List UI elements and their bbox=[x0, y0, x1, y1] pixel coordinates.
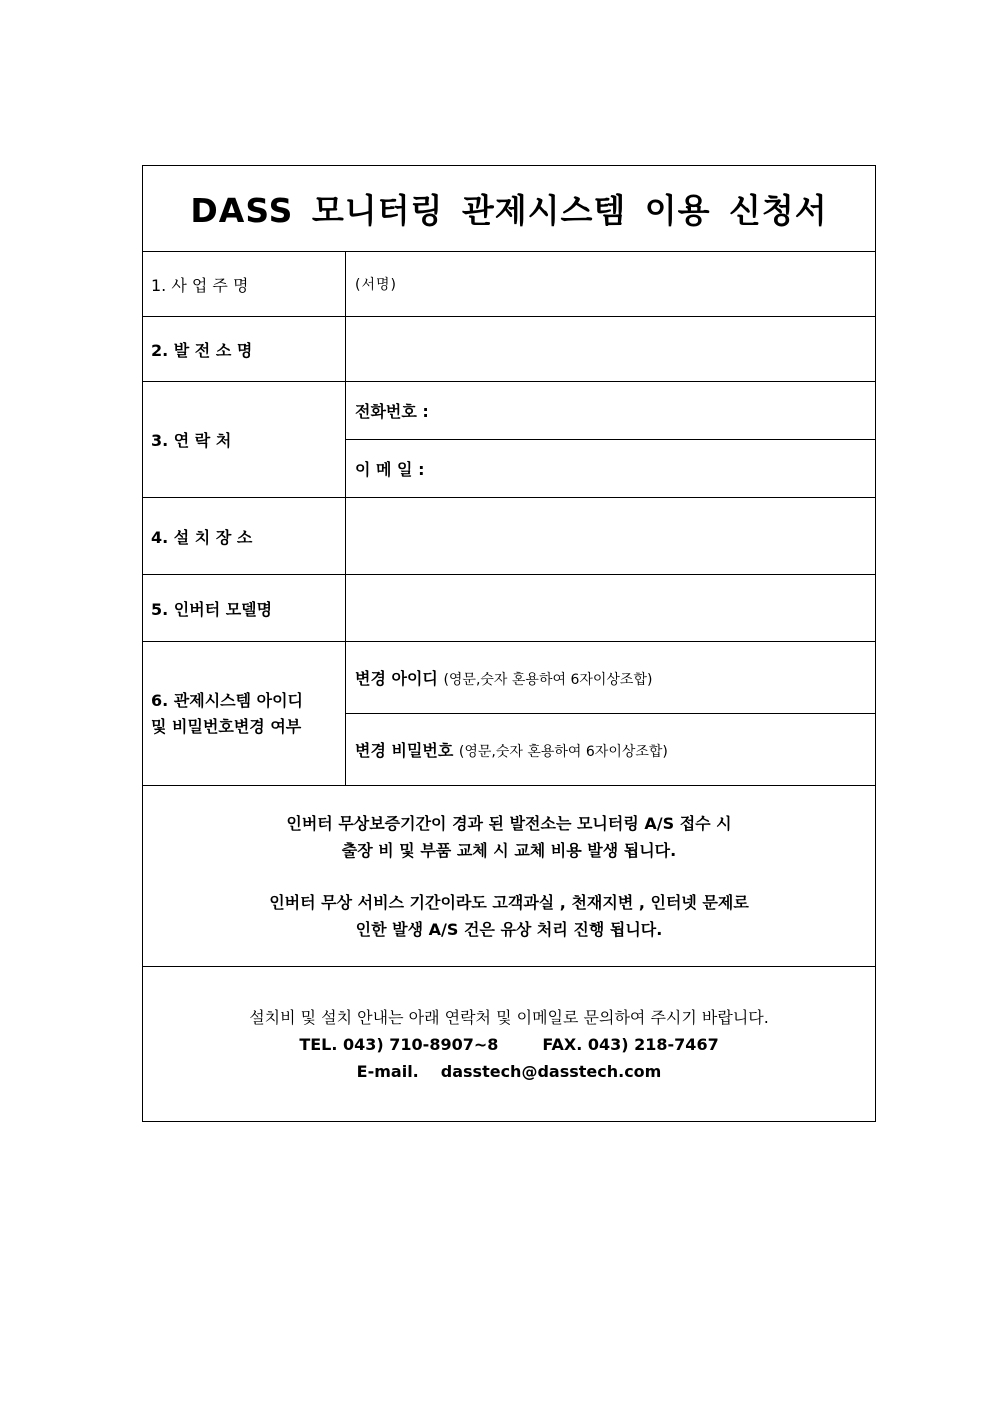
notice-line2: 출장 비 및 부품 교체 시 교체 비용 발생 됩니다. bbox=[341, 840, 677, 860]
credentials-label-line2: 및 비밀번호변경 여부 bbox=[151, 716, 302, 736]
business-owner-field[interactable] bbox=[346, 252, 876, 317]
new-id-hint: (영문,숫자 혼용하여 6자이상조합) bbox=[443, 672, 653, 688]
notice-line3: 인버터 무상 서비스 기간이라도 고객과실 , 천재지변 , 인터넷 문제로 bbox=[269, 892, 749, 912]
email-label: 이 메 일 : bbox=[355, 460, 425, 479]
contact-intro: 설치비 및 설치 안내는 아래 연락처 및 이메일로 문의하여 주시기 바랍니다. bbox=[249, 1007, 769, 1027]
credentials-label bbox=[143, 642, 346, 786]
phone-label: 전화번호 : bbox=[355, 402, 429, 421]
contact-email[interactable]: dasstech@dasstech.com bbox=[440, 1061, 662, 1081]
phone-field[interactable] bbox=[346, 382, 876, 440]
credentials-label-line1: 6. 관제시스템 아이디 bbox=[151, 690, 303, 710]
new-password-hint: (영문,숫자 혼용하여 6자이상조합) bbox=[458, 744, 668, 760]
email-field[interactable] bbox=[346, 440, 876, 498]
email-prefix: E-mail. bbox=[356, 1061, 419, 1081]
application-form-table bbox=[142, 165, 876, 1122]
inverter-model-label: 5. 인버터 모델명 bbox=[143, 575, 346, 642]
tel-number: TEL. 043) 710-8907~8 bbox=[299, 1034, 499, 1054]
location-label: 4. 설 치 장 소 bbox=[143, 498, 346, 575]
service-notice bbox=[143, 786, 876, 967]
form-title: DASS 모니터링 관제시스템 이용 신청서 bbox=[143, 166, 876, 252]
new-id-label: 변경 아이디 bbox=[355, 669, 438, 688]
plant-name-label: 2. 발 전 소 명 bbox=[143, 317, 346, 382]
inverter-model-field[interactable] bbox=[346, 575, 876, 642]
new-password-field[interactable] bbox=[346, 714, 876, 786]
new-password-label: 변경 비밀번호 bbox=[355, 741, 454, 760]
contact-info bbox=[143, 967, 876, 1122]
phone-fax-line bbox=[143, 1031, 875, 1058]
email-line bbox=[143, 1058, 875, 1085]
new-id-field[interactable] bbox=[346, 642, 876, 714]
business-owner-label: 1. 사 업 주 명 bbox=[143, 252, 346, 317]
fax-number: FAX. 043) 218-7467 bbox=[542, 1034, 719, 1054]
contact-label: 3. 연 락 처 bbox=[143, 382, 346, 498]
notice-line1: 인버터 무상보증기간이 경과 된 발전소는 모니터링 A/S 접수 시 bbox=[286, 813, 732, 833]
plant-name-field[interactable] bbox=[346, 317, 876, 382]
location-field[interactable] bbox=[346, 498, 876, 575]
signature-placeholder: (서명) bbox=[355, 277, 397, 293]
notice-line4: 인한 발생 A/S 건은 유상 처리 진행 됩니다. bbox=[355, 919, 663, 939]
